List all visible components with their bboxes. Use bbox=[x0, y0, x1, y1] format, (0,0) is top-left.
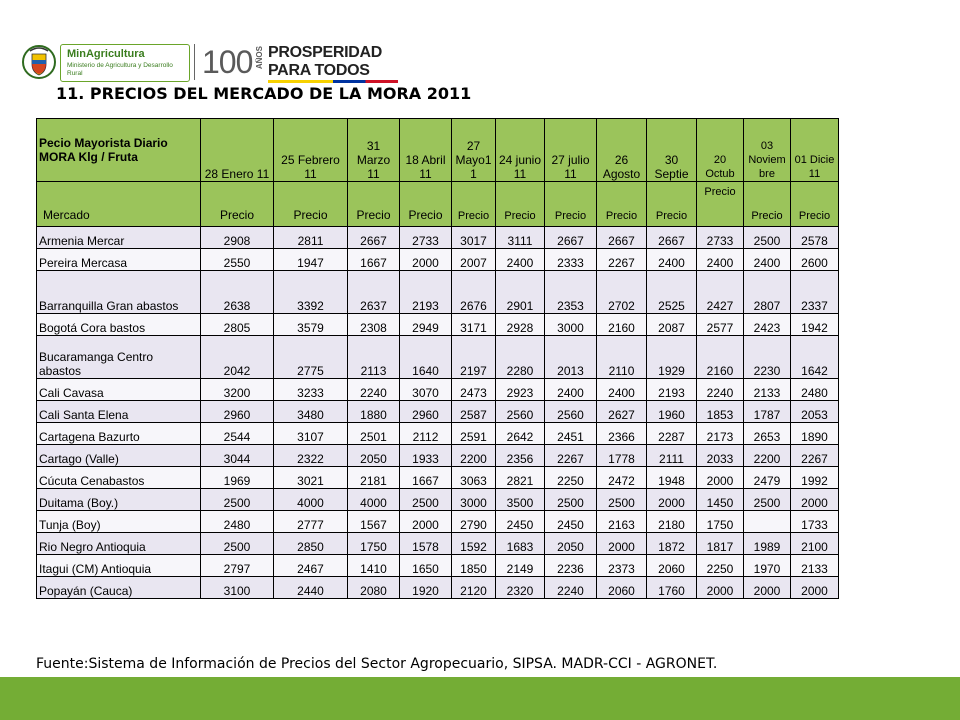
table-row bbox=[37, 249, 839, 271]
market-name-cell: Rio Negro Antioquia bbox=[37, 533, 201, 555]
market-name-cell: Barranquilla Gran abastos bbox=[37, 271, 201, 314]
price-cell: 1947 bbox=[274, 249, 348, 271]
price-cell: 2423 bbox=[744, 314, 791, 336]
price-cell: 2356 bbox=[496, 445, 545, 467]
price-cell: 2042 bbox=[201, 336, 274, 379]
price-cell: 1853 bbox=[697, 401, 744, 423]
price-cell: 1989 bbox=[744, 533, 791, 555]
price-cell: 1929 bbox=[647, 336, 697, 379]
price-subheader-cell: Precio bbox=[744, 182, 791, 227]
price-cell: 3200 bbox=[201, 379, 274, 401]
price-cell: 1733 bbox=[791, 511, 839, 533]
price-cell: 2280 bbox=[496, 336, 545, 379]
table-row bbox=[37, 445, 839, 467]
colombia-coat-of-arms-icon bbox=[22, 42, 56, 82]
price-cell: 2149 bbox=[496, 555, 545, 577]
price-cell: 1667 bbox=[348, 249, 400, 271]
price-cell: 1969 bbox=[201, 467, 274, 489]
price-cell: 2473 bbox=[452, 379, 496, 401]
minagricultura-logo bbox=[60, 44, 190, 82]
price-cell: 2133 bbox=[791, 555, 839, 577]
price-cell: 2060 bbox=[597, 577, 647, 599]
table-row bbox=[37, 555, 839, 577]
price-cell: 2400 bbox=[496, 249, 545, 271]
date-header-cell: 31 Marzo 11 bbox=[348, 119, 400, 182]
date-header-cell: 30 Septie bbox=[647, 119, 697, 182]
price-cell: 2000 bbox=[697, 577, 744, 599]
price-cell: 2805 bbox=[201, 314, 274, 336]
table-row bbox=[37, 489, 839, 511]
price-cell: 2308 bbox=[348, 314, 400, 336]
price-cell: 2287 bbox=[647, 423, 697, 445]
price-cell: 2000 bbox=[791, 489, 839, 511]
price-cell: 2236 bbox=[545, 555, 597, 577]
price-subheader-cell: Precio bbox=[274, 182, 348, 227]
price-cell: 3000 bbox=[452, 489, 496, 511]
market-name-cell: Popayán (Cauca) bbox=[37, 577, 201, 599]
price-cell: 2850 bbox=[274, 533, 348, 555]
price-cell: 3021 bbox=[274, 467, 348, 489]
price-cell: 2600 bbox=[791, 249, 839, 271]
price-cell: 3171 bbox=[452, 314, 496, 336]
market-name-cell: Pereira Mercasa bbox=[37, 249, 201, 271]
market-name-cell: Cali Santa Elena bbox=[37, 401, 201, 423]
price-cell bbox=[744, 511, 791, 533]
market-name-cell: Tunja (Boy) bbox=[37, 511, 201, 533]
price-cell: 2400 bbox=[744, 249, 791, 271]
price-cell: 2267 bbox=[597, 249, 647, 271]
price-cell: 2440 bbox=[274, 577, 348, 599]
logo-100: 100 bbox=[202, 44, 253, 80]
price-cell: 2033 bbox=[697, 445, 744, 467]
price-cell: 2667 bbox=[597, 227, 647, 249]
date-header-cell: 20 Octub bbox=[697, 119, 744, 182]
minagricultura-subtitle: Ministerio de Agricultura y Desarrollo Rural bbox=[67, 62, 173, 77]
price-cell: 2080 bbox=[348, 577, 400, 599]
price-cell: 2821 bbox=[496, 467, 545, 489]
price-cell: 2200 bbox=[744, 445, 791, 467]
subheader-cell: Mercado bbox=[37, 182, 201, 227]
price-cell: 2702 bbox=[597, 271, 647, 314]
price-cell: 3107 bbox=[274, 423, 348, 445]
price-cell: 2160 bbox=[697, 336, 744, 379]
price-cell: 1667 bbox=[400, 467, 452, 489]
table-row bbox=[37, 271, 839, 314]
table-row bbox=[37, 467, 839, 489]
price-cell: 1933 bbox=[400, 445, 452, 467]
price-cell: 2500 bbox=[545, 489, 597, 511]
price-cell: 2560 bbox=[496, 401, 545, 423]
price-cell: 2267 bbox=[791, 445, 839, 467]
date-header-cell: 18 Abril 11 bbox=[400, 119, 452, 182]
price-cell: 2337 bbox=[791, 271, 839, 314]
price-cell: 3480 bbox=[274, 401, 348, 423]
logo-anos: AÑOS bbox=[255, 46, 264, 70]
price-cell: 2111 bbox=[647, 445, 697, 467]
price-cell: 2500 bbox=[597, 489, 647, 511]
price-cell: 2400 bbox=[597, 379, 647, 401]
price-cell: 2400 bbox=[647, 249, 697, 271]
price-cell: 1760 bbox=[647, 577, 697, 599]
price-cell: 2901 bbox=[496, 271, 545, 314]
price-cell: 2467 bbox=[274, 555, 348, 577]
market-name-cell: Duitama (Boy.) bbox=[37, 489, 201, 511]
price-cell: 2642 bbox=[496, 423, 545, 445]
price-cell: 3017 bbox=[452, 227, 496, 249]
price-cell: 2250 bbox=[697, 555, 744, 577]
price-cell: 2587 bbox=[452, 401, 496, 423]
price-cell: 2500 bbox=[201, 533, 274, 555]
price-cell: 1850 bbox=[452, 555, 496, 577]
price-cell: 2240 bbox=[697, 379, 744, 401]
price-cell: 2676 bbox=[452, 271, 496, 314]
price-table bbox=[36, 118, 839, 599]
price-cell: 3233 bbox=[274, 379, 348, 401]
price-cell: 4000 bbox=[348, 489, 400, 511]
price-cell: 2133 bbox=[744, 379, 791, 401]
price-cell: 2000 bbox=[400, 511, 452, 533]
minagricultura-title: MinAgricultura bbox=[67, 48, 145, 60]
price-cell: 2050 bbox=[348, 445, 400, 467]
price-subheader-cell: Precio bbox=[597, 182, 647, 227]
price-cell: 1960 bbox=[647, 401, 697, 423]
price-subheader-cell: Precio bbox=[201, 182, 274, 227]
price-cell: 1778 bbox=[597, 445, 647, 467]
price-cell: 2638 bbox=[201, 271, 274, 314]
price-cell: 2577 bbox=[697, 314, 744, 336]
price-cell: 2322 bbox=[274, 445, 348, 467]
price-cell: 2120 bbox=[452, 577, 496, 599]
price-cell: 2811 bbox=[274, 227, 348, 249]
price-cell: 1567 bbox=[348, 511, 400, 533]
price-cell: 2923 bbox=[496, 379, 545, 401]
price-cell: 2050 bbox=[545, 533, 597, 555]
table-header-row bbox=[37, 119, 839, 182]
price-cell: 2366 bbox=[597, 423, 647, 445]
price-cell: 2667 bbox=[545, 227, 597, 249]
page-title: 11. PRECIOS DEL MERCADO DE LA MORA 2011 bbox=[56, 84, 472, 103]
price-cell: 2087 bbox=[647, 314, 697, 336]
price-cell: 2733 bbox=[697, 227, 744, 249]
price-cell: 2240 bbox=[545, 577, 597, 599]
price-cell: 2400 bbox=[545, 379, 597, 401]
price-cell: 2777 bbox=[274, 511, 348, 533]
price-cell: 2500 bbox=[744, 489, 791, 511]
market-name-cell: Cartagena Bazurto bbox=[37, 423, 201, 445]
price-cell: 1640 bbox=[400, 336, 452, 379]
price-cell: 2908 bbox=[201, 227, 274, 249]
market-name-cell: Armenia Mercar bbox=[37, 227, 201, 249]
price-cell: 2100 bbox=[791, 533, 839, 555]
price-cell: 2267 bbox=[545, 445, 597, 467]
price-cell: 1817 bbox=[697, 533, 744, 555]
price-cell: 2060 bbox=[647, 555, 697, 577]
logo-separator bbox=[194, 44, 195, 80]
price-cell: 1872 bbox=[647, 533, 697, 555]
price-cell: 1890 bbox=[791, 423, 839, 445]
price-cell: 2550 bbox=[201, 249, 274, 271]
price-cell: 2450 bbox=[545, 511, 597, 533]
price-cell: 2113 bbox=[348, 336, 400, 379]
date-header-cell: 27 julio 11 bbox=[545, 119, 597, 182]
price-cell: 2578 bbox=[791, 227, 839, 249]
table-row bbox=[37, 577, 839, 599]
date-header-cell: 03 Noviem bre bbox=[744, 119, 791, 182]
price-cell: 2472 bbox=[597, 467, 647, 489]
price-cell: 2500 bbox=[744, 227, 791, 249]
price-cell: 2928 bbox=[496, 314, 545, 336]
price-cell: 2450 bbox=[496, 511, 545, 533]
price-cell: 2501 bbox=[348, 423, 400, 445]
price-cell: 2163 bbox=[597, 511, 647, 533]
price-cell: 2373 bbox=[597, 555, 647, 577]
price-cell: 1650 bbox=[400, 555, 452, 577]
table-row bbox=[37, 314, 839, 336]
price-cell: 3500 bbox=[496, 489, 545, 511]
price-cell: 2193 bbox=[647, 379, 697, 401]
price-cell: 2525 bbox=[647, 271, 697, 314]
price-cell: 1880 bbox=[348, 401, 400, 423]
price-subheader-cell: Precio bbox=[400, 182, 452, 227]
price-subheader-cell: Precio bbox=[348, 182, 400, 227]
price-cell: 2500 bbox=[400, 489, 452, 511]
price-cell: 2451 bbox=[545, 423, 597, 445]
date-header-cell: 25 Febrero 11 bbox=[274, 119, 348, 182]
price-cell: 2000 bbox=[744, 577, 791, 599]
price-cell: 2110 bbox=[597, 336, 647, 379]
price-cell: 1592 bbox=[452, 533, 496, 555]
price-cell: 2427 bbox=[697, 271, 744, 314]
prosperidad-logo-line2: PARA TODOS bbox=[268, 62, 370, 79]
market-name-cell: Bogotá Cora bastos bbox=[37, 314, 201, 336]
market-name-cell: Cartago (Valle) bbox=[37, 445, 201, 467]
source-note: Fuente:Sistema de Información de Precios del Sector Agropecuario, SIPSA. MADR-CCI - AGRONET. bbox=[36, 656, 718, 672]
price-subheader-cell: Precio bbox=[452, 182, 496, 227]
price-cell: 2960 bbox=[201, 401, 274, 423]
price-cell: 1578 bbox=[400, 533, 452, 555]
price-cell: 2637 bbox=[348, 271, 400, 314]
price-cell: 2560 bbox=[545, 401, 597, 423]
logo-strip bbox=[22, 40, 382, 84]
date-header-cell: 24 junio 11 bbox=[496, 119, 545, 182]
price-cell: 2790 bbox=[452, 511, 496, 533]
price-subheader-cell: Precio bbox=[697, 182, 744, 227]
price-cell: 2250 bbox=[545, 467, 597, 489]
table-row bbox=[37, 336, 839, 379]
price-cell: 2353 bbox=[545, 271, 597, 314]
price-cell: 2000 bbox=[597, 533, 647, 555]
price-cell: 3070 bbox=[400, 379, 452, 401]
price-cell: 2000 bbox=[647, 489, 697, 511]
price-cell: 2480 bbox=[201, 511, 274, 533]
price-cell: 2500 bbox=[201, 489, 274, 511]
market-name-cell: Itagui (CM) Antioquia bbox=[37, 555, 201, 577]
price-cell: 2960 bbox=[400, 401, 452, 423]
price-cell: 2591 bbox=[452, 423, 496, 445]
price-cell: 2544 bbox=[201, 423, 274, 445]
price-cell: 2197 bbox=[452, 336, 496, 379]
price-cell: 2000 bbox=[791, 577, 839, 599]
price-cell: 1942 bbox=[791, 314, 839, 336]
price-cell: 2480 bbox=[791, 379, 839, 401]
market-name-cell: Bucaramanga Centro abastos bbox=[37, 336, 201, 379]
price-cell: 2653 bbox=[744, 423, 791, 445]
table-subheader-row bbox=[37, 182, 839, 227]
price-cell: 1450 bbox=[697, 489, 744, 511]
price-cell: 2053 bbox=[791, 401, 839, 423]
price-cell: 2180 bbox=[647, 511, 697, 533]
price-cell: 2479 bbox=[744, 467, 791, 489]
date-header-cell: 28 Enero 11 bbox=[201, 119, 274, 182]
price-cell: 2733 bbox=[400, 227, 452, 249]
price-cell: 2013 bbox=[545, 336, 597, 379]
date-header-cell: 26 Agosto bbox=[597, 119, 647, 182]
price-cell: 2173 bbox=[697, 423, 744, 445]
price-cell: 2112 bbox=[400, 423, 452, 445]
date-header-cell: 01 Dicie 11 bbox=[791, 119, 839, 182]
price-cell: 1750 bbox=[348, 533, 400, 555]
footer-band bbox=[0, 677, 960, 720]
price-cell: 3111 bbox=[496, 227, 545, 249]
table-row bbox=[37, 511, 839, 533]
price-cell: 2007 bbox=[452, 249, 496, 271]
price-cell: 1642 bbox=[791, 336, 839, 379]
price-cell: 2667 bbox=[647, 227, 697, 249]
price-cell: 1787 bbox=[744, 401, 791, 423]
price-cell: 2949 bbox=[400, 314, 452, 336]
market-name-cell: Cali Cavasa bbox=[37, 379, 201, 401]
price-subheader-cell: Precio bbox=[791, 182, 839, 227]
price-cell: 1683 bbox=[496, 533, 545, 555]
price-cell: 1750 bbox=[697, 511, 744, 533]
price-cell: 2627 bbox=[597, 401, 647, 423]
price-cell: 2230 bbox=[744, 336, 791, 379]
table-row bbox=[37, 533, 839, 555]
price-cell: 2320 bbox=[496, 577, 545, 599]
flag-stripe bbox=[268, 80, 398, 83]
price-cell: 1410 bbox=[348, 555, 400, 577]
date-header-cell: 27 Mayo1 1 bbox=[452, 119, 496, 182]
table-row bbox=[37, 401, 839, 423]
price-cell: 2000 bbox=[400, 249, 452, 271]
market-name-cell: Cúcuta Cenabastos bbox=[37, 467, 201, 489]
price-cell: 3044 bbox=[201, 445, 274, 467]
price-cell: 2797 bbox=[201, 555, 274, 577]
price-cell: 2775 bbox=[274, 336, 348, 379]
price-cell: 2333 bbox=[545, 249, 597, 271]
price-cell: 1920 bbox=[400, 577, 452, 599]
price-cell: 3000 bbox=[545, 314, 597, 336]
price-cell: 2667 bbox=[348, 227, 400, 249]
table-row bbox=[37, 379, 839, 401]
prosperidad-logo-line1: PROSPERIDAD bbox=[268, 44, 383, 61]
price-cell: 3100 bbox=[201, 577, 274, 599]
price-cell: 2000 bbox=[697, 467, 744, 489]
table-row bbox=[37, 423, 839, 445]
price-cell: 2200 bbox=[452, 445, 496, 467]
price-cell: 2807 bbox=[744, 271, 791, 314]
price-cell: 2240 bbox=[348, 379, 400, 401]
price-cell: 3063 bbox=[452, 467, 496, 489]
price-subheader-cell: Precio bbox=[496, 182, 545, 227]
header-cell: Pecio Mayorista Diario MORA Klg / Fruta bbox=[37, 119, 201, 182]
price-cell: 2181 bbox=[348, 467, 400, 489]
price-cell: 2160 bbox=[597, 314, 647, 336]
price-cell: 2400 bbox=[697, 249, 744, 271]
price-subheader-cell: Precio bbox=[647, 182, 697, 227]
price-cell: 4000 bbox=[274, 489, 348, 511]
price-cell: 1970 bbox=[744, 555, 791, 577]
price-cell: 1948 bbox=[647, 467, 697, 489]
table-row bbox=[37, 227, 839, 249]
price-cell: 3392 bbox=[274, 271, 348, 314]
price-cell: 2193 bbox=[400, 271, 452, 314]
price-cell: 1992 bbox=[791, 467, 839, 489]
price-cell: 3579 bbox=[274, 314, 348, 336]
price-subheader-cell: Precio bbox=[545, 182, 597, 227]
